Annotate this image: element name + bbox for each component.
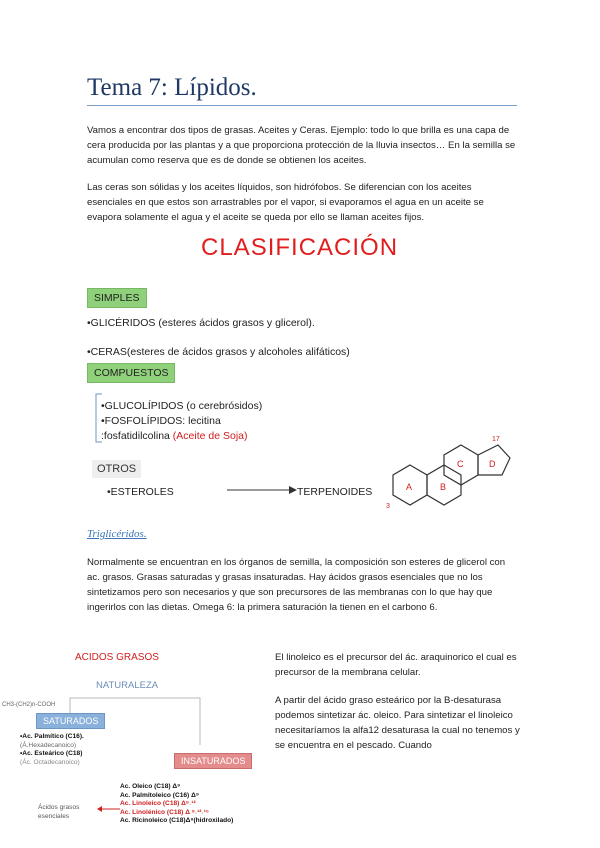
sat-palmitico-sub: (Á.Hexadecanoico) [20, 741, 77, 749]
insat-linolenico: Ac. Linolénico (C18) Δ ⁹˒¹²˒¹⁵ [120, 808, 209, 816]
simples-box: SIMPLES [87, 288, 147, 308]
sat-estearico-sub: (Ác. Octadecanoico) [20, 758, 80, 766]
ring-a-label: A [406, 482, 413, 492]
insaturados-list [120, 783, 233, 826]
insat-palmitoleico: Ac. Palmitoleico (C16) Δ⁹ [120, 791, 199, 799]
ceras-paragraph: Las ceras son sólidas y los aceites líquidos, son hidrófobos. Se diferencian con los aceites esenciales en que estos son arrastrables por el vapor, si evaporamos el agua en un aceite se evapora solamente el agua y el aceite se queda por ello se llaman aceites fijos. [87, 182, 484, 223]
page-title: Tema 7: Lípidos. [87, 74, 257, 101]
ceras-item: •CERAS(esteres de ácidos grasos y alcoholes alifáticos) [87, 346, 350, 358]
gliceridos-item: •GLICÉRIDOS (esteres ácidos grasos y glicerol). [87, 317, 315, 329]
compuestos-box: COMPUESTOS [87, 363, 175, 383]
insat-oleico: Ac. Oleico (C18) Δ⁹ [120, 783, 181, 790]
ring-c-label: C [457, 459, 464, 469]
insat-ricinoleico: Ac. Ricinoleico (C18)Δ⁹(hidroxilado) [120, 817, 234, 824]
ring-b-label: B [440, 482, 447, 492]
terpenoides-item: TERPENOIDES [297, 486, 373, 498]
clasificacion-title: CLASIFICACIÓN [201, 234, 399, 261]
fosfatidilcolina-item [101, 430, 248, 442]
trigliceridos-heading: Triglicéridos. [87, 528, 147, 540]
title-underline [87, 105, 517, 106]
trigliceridos-paragraph: Normalmente se encuentran en los órganos de semilla, la composición son esteres de glicerol con ac. grasos. Grasas saturadas y grasas insaturadas. Hay ácidos grasos esenciales que no los sintetizamos pero son necesarios y que son precursores de las membranas con lo que hay que ingerirlos con las dietas. Omega 6: la primera saturación la tienen en el carbono 6. [87, 557, 506, 613]
linoleico-paragraph: El linoleico es el precursor del ác. araquinorico el cual es precursor de la membrana celular. [275, 652, 517, 678]
saturados-list [20, 733, 84, 767]
esenciales-arrow [96, 802, 122, 816]
steroid-nucleus-diagram [380, 430, 530, 515]
insat-linoleico: Ac. Linoleico (C18) Δ⁹˒¹² [120, 800, 196, 807]
saturados-box: SATURADOS [36, 713, 105, 729]
esenciales-line-2: esenciales [38, 812, 70, 820]
sat-estearico: •Ac. Esteárico (C18) [20, 750, 83, 757]
esenciales-line-1: Ácidos grasos [38, 804, 80, 811]
general-formula: CH3-(CH2)n-COOH [2, 702, 56, 708]
naturaleza-label: NATURALEZA [96, 680, 159, 691]
otros-box: OTROS [92, 460, 141, 478]
glucolipidos-item: •GLUCOLÍPIDOS (o cerebrósidos) [101, 400, 263, 412]
fosfatidilcolina-label: :fosfatidilcolina [101, 430, 170, 442]
acidos-grasos-title: ACIDOS GRASOS [75, 652, 159, 663]
intro-paragraph: Vamos a encontrar dos tipos de grasas. Aceites y Ceras. Ejemplo: todo lo que brilla es una capa de cera producida por las plantas y a que proporciona protección de la lluvia insectos… En la semilla se acumulan como reserva que es de donde se obtienen los aceites. [87, 125, 516, 166]
sat-palmitico: •Ac. Palmítico (C16). [20, 733, 84, 740]
aceite-soja-label: (Aceite de Soja) [172, 430, 248, 442]
esteroles-arrow [225, 480, 300, 500]
acidos-esenciales-label [38, 804, 79, 821]
desaturasa-paragraph: A partir del ácido graso esteárico por la B-desaturasa podemos sintetizar ác. oleico. Para sintetizar el linoleico necesitaríamos la alfa12 desaturasa la cual no tenemos y se encuentra en el pescado. Cuando [275, 695, 520, 751]
esteroles-item: •ESTEROLES [107, 486, 174, 498]
carbon-3-label: 3 [386, 503, 390, 510]
ring-d-label: D [489, 459, 496, 469]
carbon-17-label: 17 [492, 436, 500, 443]
insaturados-box: INSATURADOS [174, 753, 252, 769]
fosfolipidos-item: •FOSFOLÍPIDOS: lecitina [101, 415, 221, 427]
